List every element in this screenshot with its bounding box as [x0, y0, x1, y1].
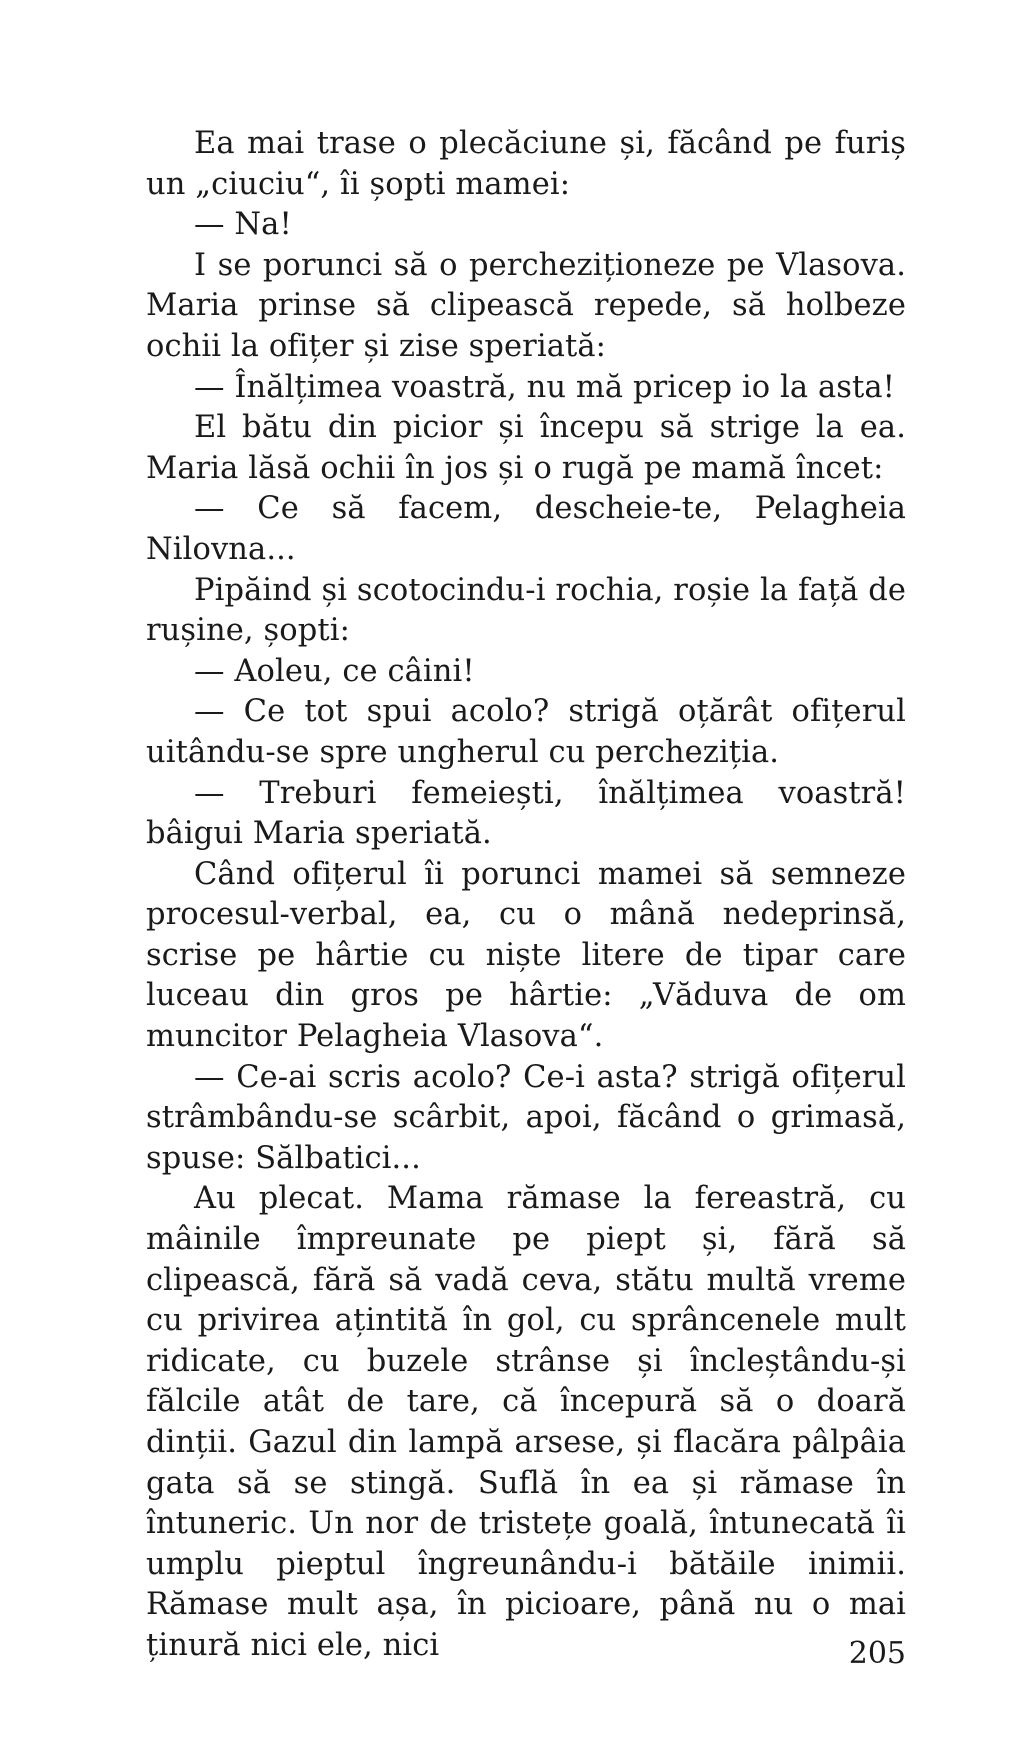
paragraph-8: — Aoleu, ce câini! — [194, 653, 475, 689]
paragraph-3: I se porunci să o percheziționeze pe Vlasova. Maria prinse să clipească repede, să holbeze ochii la ofițer și zise speriată: — [146, 247, 906, 364]
paragraph-10: — Treburi femeiești, înălțimea voastră! bâigui Maria speriată. — [146, 775, 906, 852]
paragraph-5: El bătu din picior și începu să strige la ea. Maria lăsă ochii în jos și o rugă pe mamă încet: — [146, 410, 906, 486]
paragraph-6: — Ce să facem, descheie-te, Pelagheia Nilovna... — [146, 491, 906, 567]
paragraph-12: — Ce-ai scris acolo? Ce-i asta? strigă ofițerul strâmbându-se scârbit, apoi, făcând o grimasă, spuse: Sălbatici... — [146, 1059, 906, 1176]
paragraph-9: — Ce tot spui acolo? strigă oțărât ofițerul uitându-se spre ungherul cu percheziția. — [146, 694, 906, 770]
paragraph-11: Când ofițerul îi porunci mamei să semneze procesul-verbal, ea, cu o mână nedeprinsă, scrise pe hârtie cu niște litere de tipar care luceau din gros pe hârtie: „Văduva de om muncitor Pelagheia Vlasova“. — [146, 856, 906, 1055]
body-text — [146, 124, 906, 1667]
paragraph-7: Pipăind și scotocindu-i rochia, roșie la față de rușine, șopti: — [146, 572, 906, 649]
paragraph-1: Ea mai trase o plecăciune și, făcând pe furiș un „ciuciu“, îi șopti mamei: — [146, 126, 906, 202]
paragraph-4: — Înălțimea voastră, nu mă pricep io la asta! — [194, 369, 895, 405]
paragraph-13: Au plecat. Mama rămase la fereastră, cu mâinile împreunate pe piept și, fără să clipească, fără să vadă ceva, stătu multă vreme cu privirea ațintită în gol, cu sprâncenele mult ridicate, cu buzele strânse și încleștându-și fălcile atât de tare, că începură să o doară dinții. Gazul din lampă arsese, și flacăra pâlpâia gata să se stingă. Suflă în ea și rămase în întuneric. Un nor de tristețe goală, întunecată îi umplu pieptul îngreunându-i bătăile inimii. Rămase mult așa, în picioare, până nu o mai ținură nici ele, nici — [146, 1181, 906, 1663]
page-number: 205 — [848, 1636, 906, 1671]
paragraph-2: — Na! — [194, 207, 292, 243]
